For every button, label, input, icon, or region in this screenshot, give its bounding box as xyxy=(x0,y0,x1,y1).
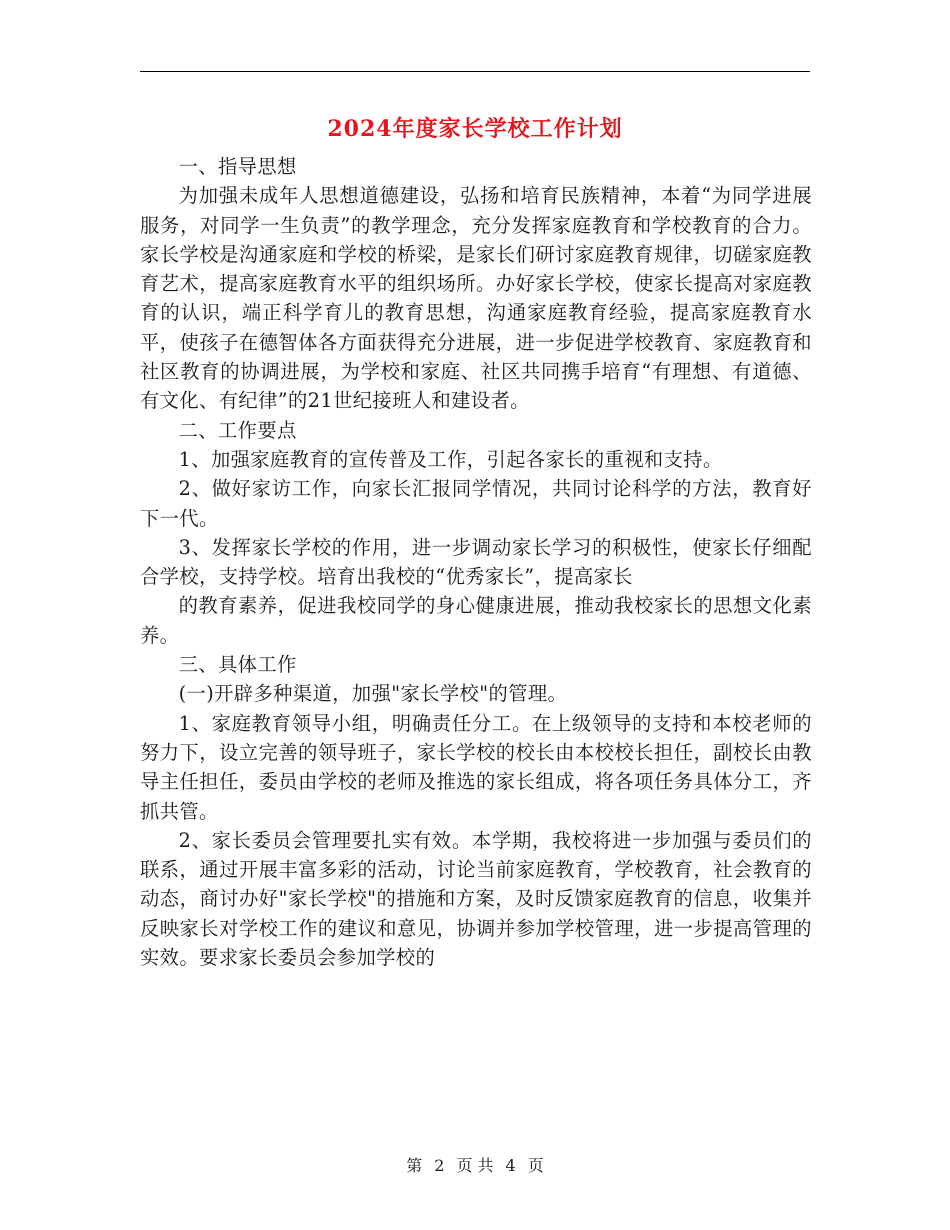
list-item: 2、家长委员会管理要扎实有效。本学期，我校将进一步加强与委员们的联系，通过开展丰富多彩的活动，讨论当前家庭教育，学校教育，社会教育的动态，商讨办好"家长学校"的措施和方案，及时反馈家庭教育的信息，收集并反映家长对学校工作的建议和意见，协调并参加学校管理，进一步提高管理的实效。要求家长委员会参加学校的 xyxy=(140,828,812,970)
page-mid: 页 共 xyxy=(456,1156,494,1175)
list-item: 3、发挥家长学校的作用，进一步调动家长学习的积极性，使家长仔细配合学校，支持学校。培育出我校的“优秀家长”，提高家长 xyxy=(140,535,812,589)
list-item: 2、做好家访工作，向家长汇报同学情况，共同讨论科学的方法，教育好下一代。 xyxy=(140,477,812,530)
document-body xyxy=(140,152,812,972)
page-suffix: 页 xyxy=(527,1156,544,1175)
subsection-heading: (一)开辟多种渠道，加强"家长学校"的管理。 xyxy=(178,682,568,706)
paragraph-continuation: 的教育素养，促进我校同学的身心健康进展，推动我校家长的思想文化素养。 xyxy=(140,594,812,647)
page-current: 2 xyxy=(434,1156,445,1175)
section-heading: 二、工作要点 xyxy=(178,418,297,442)
paragraph: 为加强未成年人思想道德建设，弘扬和培育民族精神，本着“为同学进展服务，对同学一生负责”的教学理念，充分发挥家庭教育和学校教育的合力。家长学校是沟通家庭和学校的桥梁，是家长们研讨家庭教育规律，切磋家庭教育艺术，提高家庭教育水平的组织场所。办好家长学校，使家长提高对家庭教育的认识，端正科学育儿的教育思想，沟通家庭教育经验，提高家庭教育水平，使孩子在德智体各方面获得充分进展，进一步促进学校教育、家庭教育和社区教育的协调进展，为学校和家庭、社区共同携手培育“有理想、有道德、有文化、有纪律”的21世纪接班人和建设者。 xyxy=(140,184,812,413)
page-footer xyxy=(0,1153,950,1176)
list-item: 1、家庭教育领导小组，明确责任分工。在上级领导的支持和本校老师的努力下，设立完善的领导班子，家长学校的校长由本校校长担任，副校长由教导主任担任，委员由学校的老师及推选的家长组成，将各项任务具体分工，齐抓共管。 xyxy=(140,711,812,823)
page-prefix: 第 xyxy=(406,1156,423,1175)
section-heading: 一、指导思想 xyxy=(178,155,297,178)
header-rule xyxy=(140,71,810,72)
section-heading: 三、具体工作 xyxy=(178,653,297,677)
list-item: 1、加强家庭教育的宣传普及工作，引起各家长的重视和支持。 xyxy=(178,447,723,471)
document-title: 2024年度家长学校工作计划 xyxy=(327,116,623,142)
page-total: 4 xyxy=(505,1156,516,1175)
